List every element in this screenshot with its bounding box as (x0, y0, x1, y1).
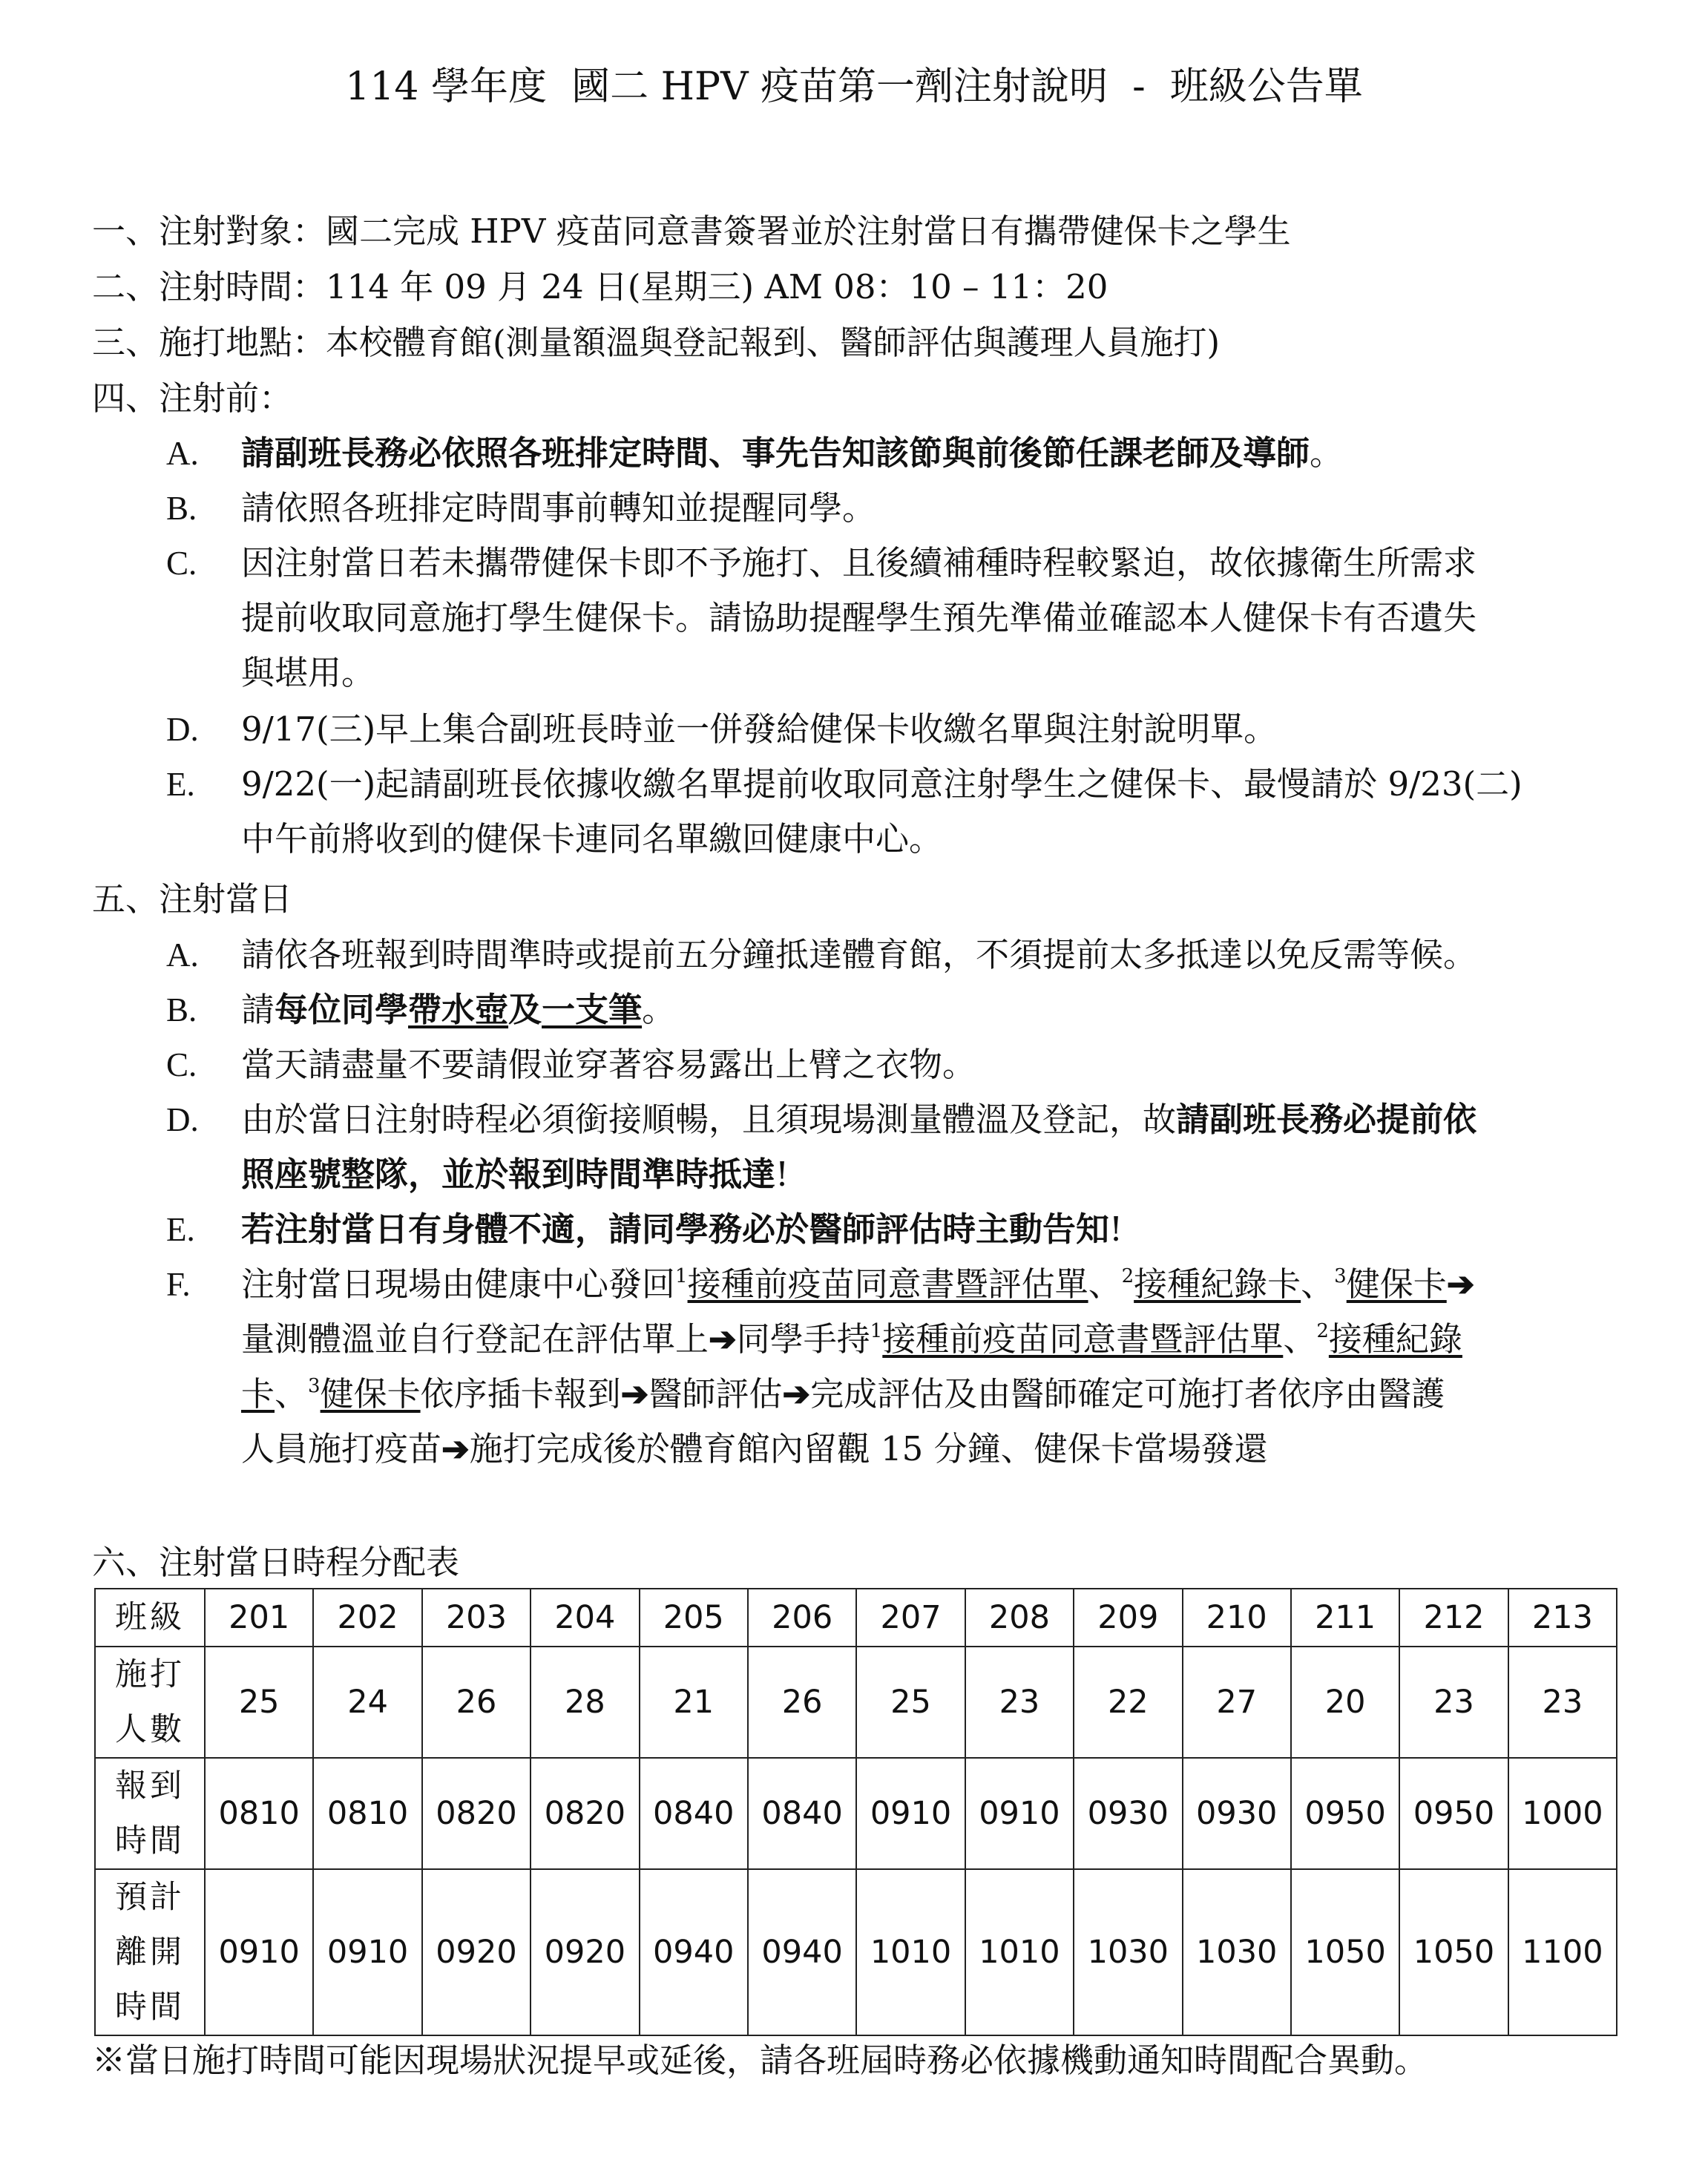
table-cell: 211 (1291, 1589, 1399, 1647)
f-doc-record-part2: 卡 (241, 1374, 275, 1414)
day-item-b-water: 帶水壺 (408, 990, 509, 1029)
before-item-a (241, 426, 1621, 481)
table-row-class (95, 1589, 1617, 1647)
table-cell: 26 (748, 1647, 856, 1758)
table-cell: 0820 (422, 1758, 531, 1869)
table-cell: 0910 (965, 1758, 1074, 1869)
table-cell: 25 (856, 1647, 965, 1758)
f-sup-1: 1 (675, 1265, 688, 1287)
day-item-d-part4: ! (775, 1155, 789, 1194)
arrow-right-icon: ➔ (441, 1429, 470, 1468)
arrow-right-icon: ➔ (1446, 1264, 1475, 1304)
table-cell: 0810 (313, 1758, 421, 1869)
row-label-class: 班級 (95, 1589, 205, 1647)
day-item-b-pen: 一支筆 (542, 990, 643, 1029)
table-cell: 0820 (531, 1758, 639, 1869)
table-cell: 22 (1074, 1647, 1182, 1758)
table-cell: 1050 (1291, 1869, 1399, 2035)
table-cell: 28 (531, 1647, 639, 1758)
table-cell: 1000 (1508, 1758, 1617, 1869)
table-cell: 0810 (205, 1758, 313, 1869)
table-row-leave (95, 1869, 1617, 2035)
footnote: ※當日施打時間可能因現場狀況提早或延後，請各班屆時務必依據機動通知時間配合異動。 (92, 2041, 1428, 2080)
day-item-b (241, 982, 1621, 1037)
before-item-c-line2: 提前收取同意施打學生健保卡。請協助提醒學生預先準備並確認本人健保卡有否遺失 (241, 598, 1477, 637)
f-sup-3: 3 (1334, 1265, 1347, 1287)
before-item-b (241, 481, 1621, 536)
f-sep: 、 (1283, 1319, 1317, 1359)
table-cell: 26 (422, 1647, 531, 1758)
table-cell: 212 (1399, 1589, 1508, 1647)
row-label-report (95, 1758, 205, 1869)
table-cell: 1030 (1183, 1869, 1291, 2035)
day-item-e-part2: ! (1109, 1209, 1123, 1249)
f-line3-part3: 完成評估及由醫師確定可施打者依序由醫護 (810, 1374, 1445, 1414)
table-cell: 1030 (1074, 1869, 1182, 2035)
day-item-f (241, 1257, 1621, 1477)
day-item-d-label: D. (166, 1101, 199, 1138)
arrow-right-icon: ➔ (709, 1319, 737, 1359)
table-cell: 0950 (1291, 1758, 1399, 1869)
before-item-a-text: 請副班長務必依照各班排定時間、事先告知該節與前後節任課老師及導師 (241, 433, 1310, 473)
row-label-leave-line3: 時間 (115, 1989, 185, 2026)
table-cell: 0840 (748, 1758, 856, 1869)
f-doc-consent: 接種前疫苗同意書暨評估單 (882, 1319, 1284, 1359)
day-item-e-label: E. (166, 1211, 195, 1248)
f-line3-part1: 依序插卡報到 (420, 1374, 621, 1414)
row-label-count-line2: 人數 (115, 1711, 185, 1748)
day-item-b-part2: 每位同學 (275, 990, 409, 1029)
table-cell: 202 (313, 1589, 421, 1647)
before-item-a-tail: 。 (1310, 433, 1344, 473)
day-item-c-text: 當天請盡量不要請假並穿著容易露出上臂之衣物。 (241, 1045, 976, 1084)
f-sup-2: 2 (1121, 1265, 1134, 1287)
section-day-heading: 五、注射當日 (92, 879, 293, 919)
table-row-count (95, 1647, 1617, 1758)
before-item-b-text: 請依照各班排定時間事前轉知並提醒同學。 (241, 488, 876, 528)
page-title: 114 學年度 國二 HPV 疫苗第一劑注射說明 - 班級公告單 (345, 65, 1363, 109)
row-label-leave-line1: 預計 (115, 1879, 185, 1916)
f-doc-record: 接種紀錄卡 (1134, 1264, 1301, 1304)
f-line3-part2: 醫師評估 (648, 1374, 783, 1414)
table-cell: 1010 (856, 1869, 965, 2035)
day-item-a-label: A. (166, 936, 199, 974)
table-row-report (95, 1758, 1617, 1869)
table-cell: 0910 (856, 1758, 965, 1869)
table-cell: 23 (1508, 1647, 1617, 1758)
day-item-d-part3: 照座號整隊，並於報到時間準時抵達 (241, 1155, 776, 1194)
before-item-c-line1: 因注射當日若未攜帶健保卡即不予施打、且後續補種時程較緊迫，故依據衛生所需求 (241, 543, 1477, 582)
f-sup-1: 1 (870, 1320, 883, 1342)
section-before-heading: 四、注射前： (92, 378, 293, 418)
day-item-d-part1: 由於當日注射時程必須銜接順暢，且須現場測量體溫及登記，故 (241, 1100, 1177, 1139)
before-item-e-label: E. (166, 766, 195, 803)
f-line2-part2: 同學手持 (736, 1319, 870, 1359)
f-sep: 、 (275, 1374, 309, 1414)
table-cell: 207 (856, 1589, 965, 1647)
arrow-right-icon: ➔ (620, 1374, 649, 1414)
section-location: 三、施打地點：本校體育館(測量額溫與登記報到、醫師評估與護理人員施打) (92, 323, 1221, 362)
day-item-b-part6: 。 (642, 990, 676, 1029)
table-cell: 24 (313, 1647, 421, 1758)
before-item-a-label: A. (166, 435, 199, 472)
row-label-leave-line2: 離開 (115, 1934, 185, 1971)
f-doc-card: 健保卡 (1346, 1264, 1447, 1304)
before-item-c (241, 536, 1621, 700)
table-cell: 0940 (748, 1869, 856, 2035)
row-label-count-line1: 施打 (115, 1656, 185, 1693)
before-item-e-line1: 9/22(一)起請副班長依據收繳名單提前收取同意注射學生之健保卡、最慢請於 9/23(二) (241, 764, 1523, 804)
table-cell: 0940 (640, 1869, 748, 2035)
day-item-b-label: B. (166, 991, 197, 1028)
day-item-f-label: F. (166, 1266, 191, 1303)
table-cell: 21 (640, 1647, 748, 1758)
day-item-a (241, 928, 1621, 982)
day-item-b-part4: 及 (508, 990, 542, 1029)
f-intro: 注射當日現場由健康中心發回 (241, 1264, 676, 1304)
row-label-count (95, 1647, 205, 1758)
day-item-e (241, 1202, 1621, 1257)
before-item-c-label: C. (166, 545, 197, 582)
table-cell: 208 (965, 1589, 1074, 1647)
table-cell: 209 (1074, 1589, 1182, 1647)
table-cell: 20 (1291, 1647, 1399, 1758)
before-item-c-line3: 與堪用。 (241, 653, 375, 692)
table-cell: 0910 (313, 1869, 421, 2035)
table-cell: 0840 (640, 1758, 748, 1869)
table-cell: 0920 (422, 1869, 531, 2035)
table-cell: 203 (422, 1589, 531, 1647)
f-sup-3: 3 (308, 1375, 321, 1397)
table-cell: 206 (748, 1589, 856, 1647)
day-item-a-text: 請依各班報到時間準時或提前五分鐘抵達體育館，不須提前太多抵達以免反需等候。 (241, 935, 1477, 974)
day-item-c (241, 1037, 1621, 1092)
f-line2-part1: 量測體溫並自行登記在評估單上 (241, 1319, 709, 1359)
section-time: 二、注射時間：114 年 09 月 24 日(星期三) AM 08：10 – 11：20 (92, 267, 1108, 306)
table-cell: 205 (640, 1589, 748, 1647)
table-cell: 0920 (531, 1869, 639, 2035)
table-cell: 25 (205, 1647, 313, 1758)
table-cell: 210 (1183, 1589, 1291, 1647)
day-item-b-part1: 請 (241, 990, 275, 1029)
f-doc-record-part1: 接種紀錄 (1328, 1319, 1462, 1359)
table-cell: 27 (1183, 1647, 1291, 1758)
table-cell: 0930 (1183, 1758, 1291, 1869)
table-cell: 1010 (965, 1869, 1074, 2035)
table-cell: 23 (965, 1647, 1074, 1758)
before-item-b-label: B. (166, 490, 197, 527)
table-cell: 0910 (205, 1869, 313, 2035)
f-line4-part1: 人員施打疫苗 (241, 1429, 442, 1468)
table-cell: 204 (531, 1589, 639, 1647)
f-line4-part2: 施打完成後於體育館內留觀 15 分鐘、健保卡當場發還 (469, 1429, 1268, 1468)
before-item-d-label: D. (166, 711, 199, 748)
table-cell: 201 (205, 1589, 313, 1647)
table-cell: 213 (1508, 1589, 1617, 1647)
table-cell: 23 (1399, 1647, 1508, 1758)
f-sep: 、 (1088, 1264, 1122, 1304)
before-item-d (241, 702, 1621, 757)
row-label-report-line1: 報到 (115, 1768, 185, 1805)
table-cell: 0930 (1074, 1758, 1182, 1869)
row-label-report-line2: 時間 (115, 1822, 185, 1860)
f-doc-card: 健保卡 (320, 1374, 421, 1414)
f-sup-2: 2 (1316, 1320, 1329, 1342)
f-sep: 、 (1301, 1264, 1335, 1304)
before-item-e (241, 757, 1621, 867)
day-item-d (241, 1092, 1621, 1202)
day-item-e-part1: 若注射當日有身體不適，請同學務必於醫師評估時主動告知 (241, 1209, 1110, 1249)
table-cell: 1050 (1399, 1869, 1508, 2035)
before-item-e-line2: 中午前將收到的健保卡連同名單繳回健康中心。 (241, 819, 943, 859)
row-label-leave (95, 1869, 205, 2035)
schedule-table (94, 1588, 1617, 2036)
table-cell: 1100 (1508, 1869, 1617, 2035)
table-cell: 0950 (1399, 1758, 1508, 1869)
section-schedule-heading: 六、注射當日時程分配表 (92, 1543, 460, 1582)
day-item-d-part2: 請副班長務必提前依 (1176, 1100, 1477, 1139)
day-item-c-label: C. (166, 1046, 197, 1083)
before-item-d-text: 9/17(三)早上集合副班長時並一併發給健保卡收繳名單與注射說明單。 (241, 709, 1278, 749)
f-doc-consent: 接種前疫苗同意書暨評估單 (687, 1264, 1088, 1304)
arrow-right-icon: ➔ (782, 1374, 811, 1414)
section-target: 一、注射對象：國二完成 HPV 疫苗同意書簽署並於注射當日有攜帶健保卡之學生 (92, 211, 1291, 251)
